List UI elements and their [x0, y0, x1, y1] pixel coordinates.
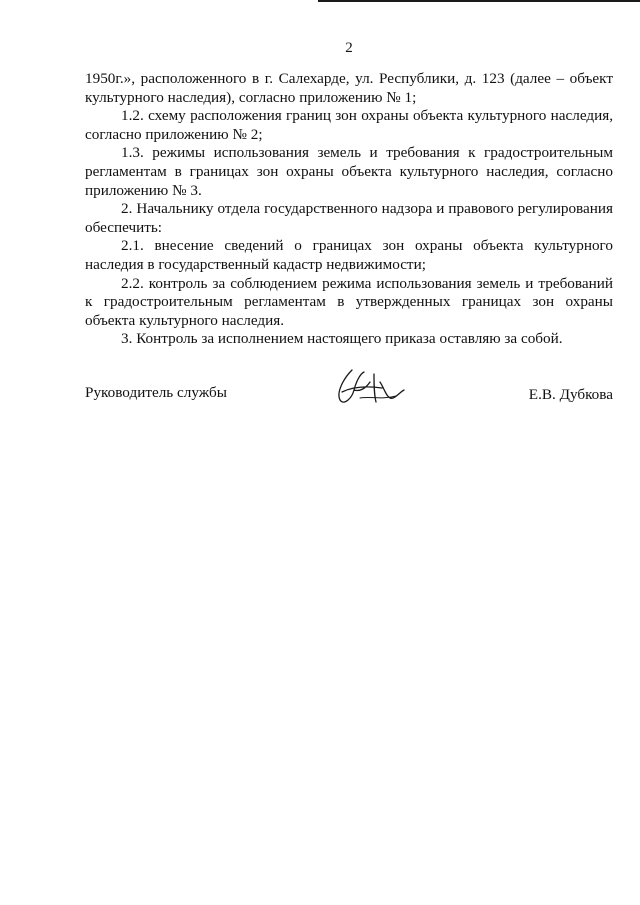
handwritten-signature [330, 362, 410, 410]
scan-edge-line [318, 0, 640, 2]
paragraph-1-3: 1.3. режимы использования земель и требования к градостроительным регламентам в границах зон охраны объекта культурного наследия, согласно приложению № 3. [85, 144, 613, 199]
paragraph-1-2: 1.2. схему расположения границ зон охраны объекта культурного наследия, согласно приложению № 2; [85, 107, 613, 143]
paragraph-3: 3. Контроль за исполнением настоящего приказа оставляю за собой. [121, 330, 563, 348]
page-number: 2 [345, 40, 353, 56]
signatory-name: Е.В. Дубкова [528, 386, 613, 403]
paragraph-2-1: 2.1. внесение сведений о границах зон охраны объекта культурного наследия в государственный кадастр недвижимости; [85, 237, 613, 273]
document-body [85, 70, 613, 349]
signature-block [85, 362, 613, 422]
paragraph-2-2: 2.2. контроль за соблюдением режима использования земель и требований к градостроительным регламентам в утвержденных границах зон охраны объекта культурного наследия. [85, 274, 613, 329]
paragraph-2: 2. Начальнику отдела государственного надзора и правового регулирования обеспечить: [85, 200, 613, 236]
paragraph-continuation: 1950г.», расположенного в г. Салехарде, ул. Республики, д. 123 (далее – объект культурного наследия), согласно приложению № 1; [85, 70, 613, 106]
signatory-role: Руководитель службы [85, 384, 227, 401]
